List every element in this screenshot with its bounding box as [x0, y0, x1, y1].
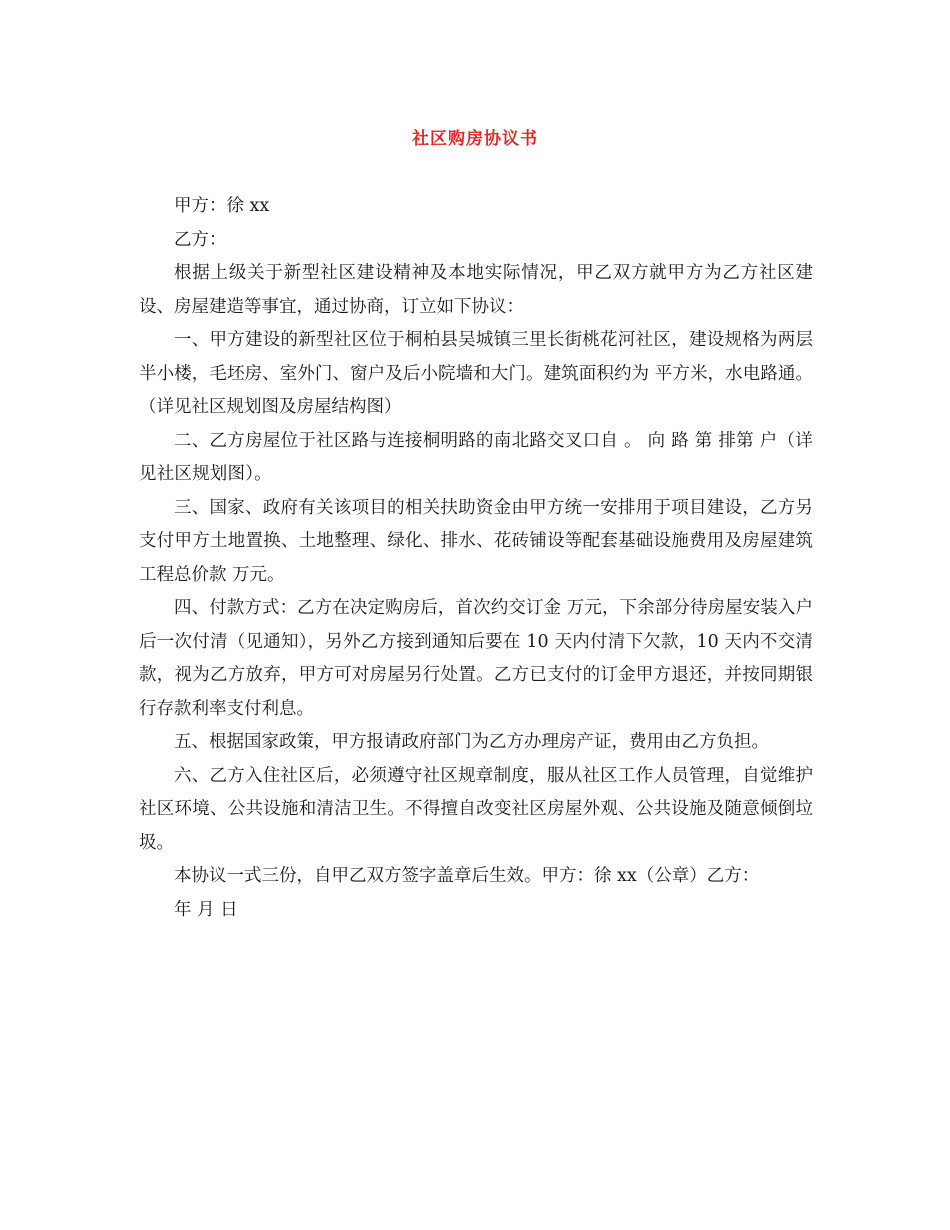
clause-6: 六、乙方入住社区后，必须遵守社区规章制度，服从社区工作人员管理，自觉维护社区环境、公共设施和清洁卫生。不得擅自改变社区房屋外观、公共设施及随意倾倒垃圾。	[139, 765, 813, 853]
document-title: 社区购房协议书	[412, 129, 538, 149]
clause-4: 四、付款方式：乙方在决定购房后，首次约交订金 万元，下余部分待房屋安装入户后一次付清（见通知），另外乙方接到通知后要在 10 天内付清下欠款，10 天内不交清款，视为乙方放弃，甲方可对房屋另行处置。乙方已支付的订金甲方退还，并按同期银行存款利率支付利息。	[139, 598, 813, 719]
party-a-line: 甲方：徐 xx	[174, 196, 270, 216]
clause-3: 三、国家、政府有关该项目的相关扶助资金由甲方统一安排用于项目建设，乙方另支付甲方土地置换、土地整理、绿化、排水、花砖铺设等配套基础设施费用及房屋建筑工程总价款 万元。	[139, 497, 813, 585]
clause-2: 二、乙方房屋位于社区路与连接桐明路的南北路交叉口自 。 向 路 第 排第 户（详见社区规划图）。	[139, 430, 813, 484]
closing-line: 本协议一式三份，自甲乙双方签字盖章后生效。甲方：徐 xx（公章）乙方：	[174, 866, 760, 886]
agreement-body	[139, 190, 813, 927]
clause-5: 五、根据国家政策，甲方报请政府部门为乙方办理房产证，费用由乙方负担。	[174, 732, 769, 752]
date-line: 年 月 日	[174, 899, 238, 920]
party-b-line: 乙方：	[174, 229, 227, 250]
clause-1: 一、甲方建设的新型社区位于桐柏县吴城镇三里长街桃花河社区，建设规格为两层半小楼，毛坯房、室外门、窗户及后小院墙和大门。建筑面积约为 平方米，水电路通。（详见社区规划图及房屋结构图）	[139, 330, 813, 417]
intro-paragraph: 根据上级关于新型社区建设精神及本地实际情况，甲乙双方就甲方为乙方社区建设、房屋建造等事宜，通过协商，订立如下协议：	[139, 263, 813, 317]
